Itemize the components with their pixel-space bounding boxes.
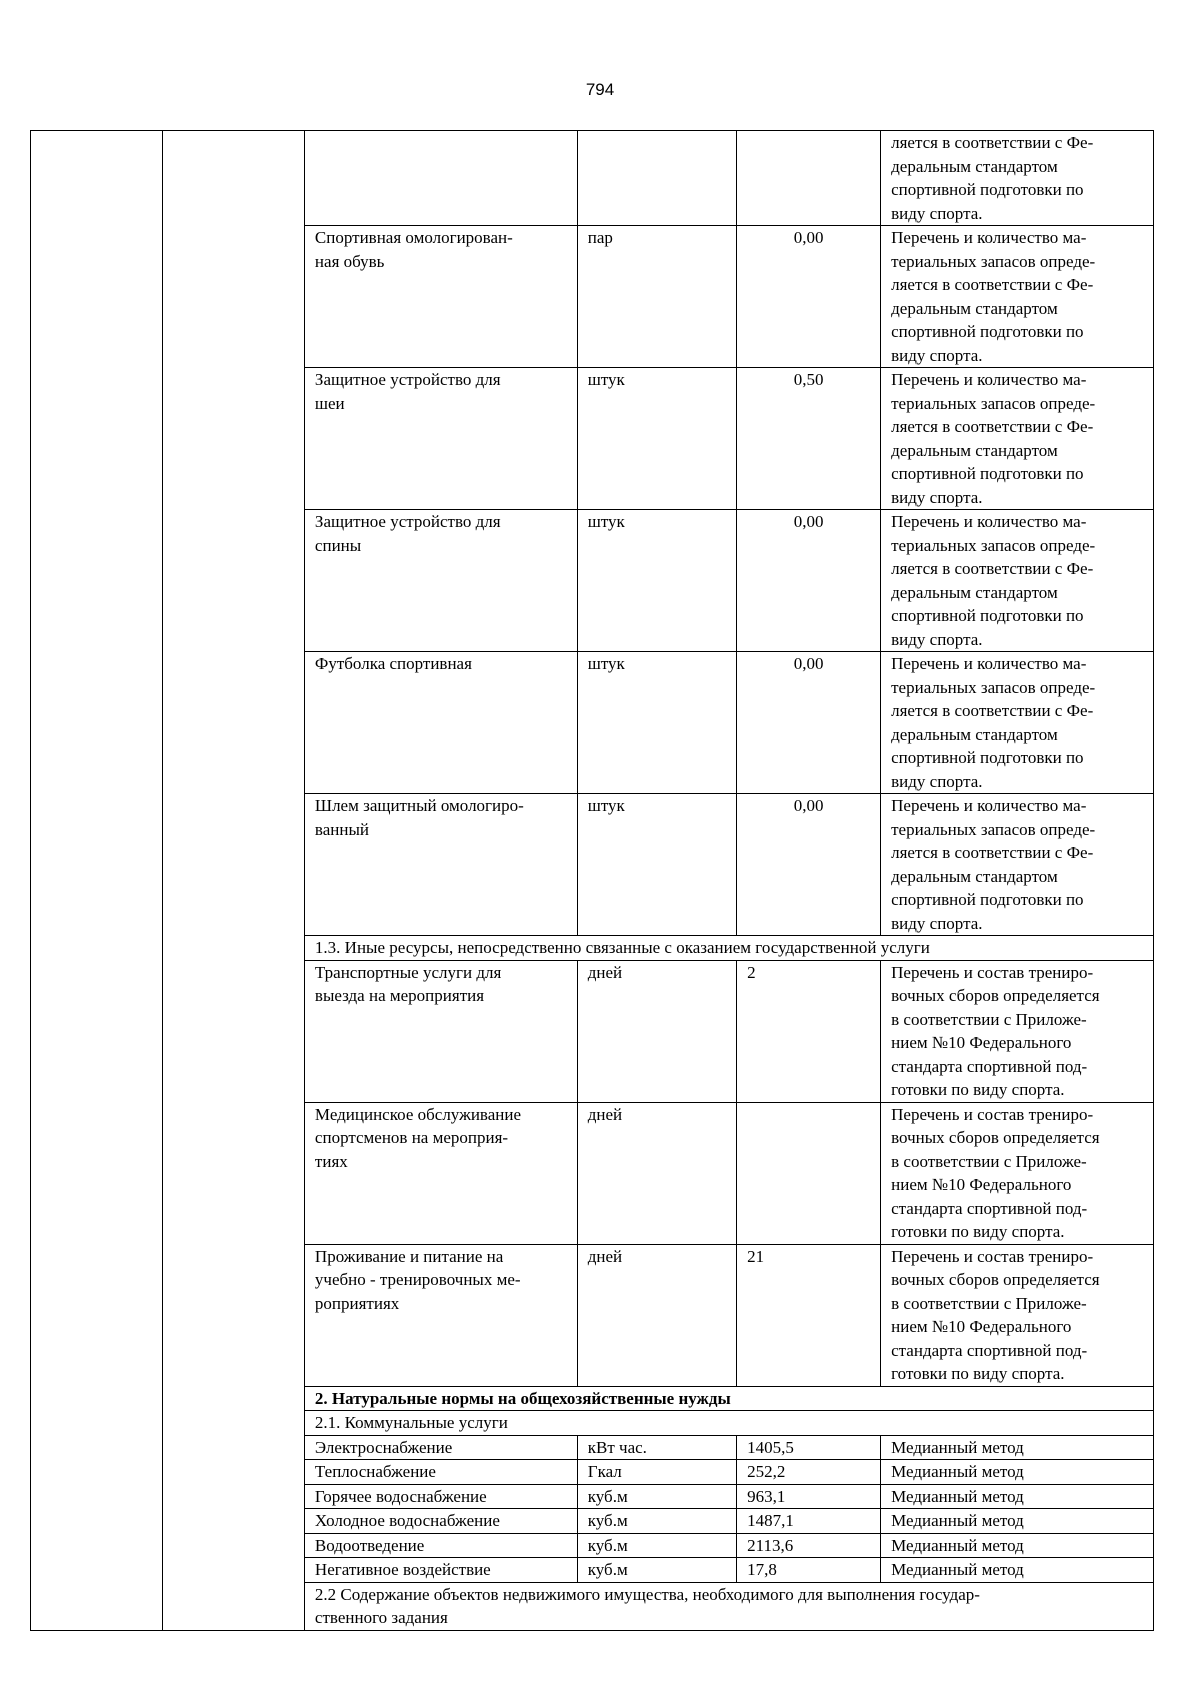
resource-note: Перечень и состав трениро- вочных сборов определяется в соответствии с Приложе- нием №10 Федерального стандарта спортивной под- готовки по виду спорта. xyxy=(881,1244,1154,1386)
utility-name: Водоотведение xyxy=(304,1533,577,1558)
left-empty-column-2 xyxy=(163,131,305,1631)
section-heading-2-2: 2.2 Содержание объектов недвижимого имущества, необходимого для выполнения государ- ственного задания xyxy=(304,1582,1153,1630)
material-name: Футболка спортивная xyxy=(304,652,577,794)
material-value: 0,00 xyxy=(737,652,881,794)
material-name: Защитное устройство для спины xyxy=(304,510,577,652)
material-value: 0,00 xyxy=(737,510,881,652)
resource-name: Проживание и питание на учебно - тренировочных ме- роприятиях xyxy=(304,1244,577,1386)
section-heading-2: 2. Натуральные нормы на общехозяйственные нужды xyxy=(304,1386,1153,1411)
utility-name: Горячее водоснабжение xyxy=(304,1484,577,1509)
material-row xyxy=(31,131,1154,226)
utility-unit: куб.м xyxy=(577,1558,736,1583)
utility-method: Медианный метод xyxy=(881,1435,1154,1460)
utility-unit: куб.м xyxy=(577,1509,736,1534)
material-unit: штук xyxy=(577,652,736,794)
material-name: Шлем защитный омологиро- ванный xyxy=(304,794,577,936)
material-value: 0,00 xyxy=(737,794,881,936)
resource-value xyxy=(737,1102,881,1244)
utility-unit: куб.м xyxy=(577,1484,736,1509)
utility-value: 252,2 xyxy=(737,1460,881,1485)
material-note: Перечень и количество ма- териальных запасов опреде- ляется в соответствии с Фе- деральным стандартом спортивной подготовки по виду спорта. xyxy=(881,368,1154,510)
material-name: Спортивная омологирован- ная обувь xyxy=(304,226,577,368)
material-value: 0,00 xyxy=(737,226,881,368)
resource-unit: дней xyxy=(577,960,736,1102)
section-heading-1-3: 1.3. Иные ресурсы, непосредственно связанные с оказанием государственной услуги xyxy=(304,936,1153,961)
utility-value: 1405,5 xyxy=(737,1435,881,1460)
utility-value: 963,1 xyxy=(737,1484,881,1509)
resource-note: Перечень и состав трениро- вочных сборов определяется в соответствии с Приложе- нием №10 Федерального стандарта спортивной под- готовки по виду спорта. xyxy=(881,1102,1154,1244)
material-unit xyxy=(577,131,736,226)
material-unit: штук xyxy=(577,368,736,510)
norms-table xyxy=(30,130,1154,1631)
resource-name: Транспортные услуги для выезда на мероприятия xyxy=(304,960,577,1102)
utility-value: 1487,1 xyxy=(737,1509,881,1534)
material-unit: штук xyxy=(577,794,736,936)
left-empty-column-1 xyxy=(31,131,163,1631)
utility-name: Негативное воздействие xyxy=(304,1558,577,1583)
material-note: Перечень и количество ма- териальных запасов опреде- ляется в соответствии с Фе- деральным стандартом спортивной подготовки по виду спорта. xyxy=(881,652,1154,794)
resource-unit: дней xyxy=(577,1102,736,1244)
resource-value: 21 xyxy=(737,1244,881,1386)
utility-name: Теплоснабжение xyxy=(304,1460,577,1485)
material-note: Перечень и количество ма- териальных запасов опреде- ляется в соответствии с Фе- деральным стандартом спортивной подготовки по виду спорта. xyxy=(881,510,1154,652)
utility-method: Медианный метод xyxy=(881,1533,1154,1558)
resource-value: 2 xyxy=(737,960,881,1102)
material-unit: штук xyxy=(577,510,736,652)
material-note: Перечень и количество ма- териальных запасов опреде- ляется в соответствии с Фе- деральным стандартом спортивной подготовки по виду спорта. xyxy=(881,226,1154,368)
resource-name: Медицинское обслуживание спортсменов на мероприя- тиях xyxy=(304,1102,577,1244)
utility-unit: куб.м xyxy=(577,1533,736,1558)
utility-unit: Гкал xyxy=(577,1460,736,1485)
material-name xyxy=(304,131,577,226)
utility-value: 17,8 xyxy=(737,1558,881,1583)
section-heading-2-1: 2.1. Коммунальные услуги xyxy=(304,1411,1153,1436)
utility-unit: кВт час. xyxy=(577,1435,736,1460)
utility-method: Медианный метод xyxy=(881,1509,1154,1534)
material-value xyxy=(737,131,881,226)
utility-method: Медианный метод xyxy=(881,1460,1154,1485)
resource-unit: дней xyxy=(577,1244,736,1386)
utility-name: Электроснабжение xyxy=(304,1435,577,1460)
page-number: 794 xyxy=(585,80,615,99)
utility-method: Медианный метод xyxy=(881,1484,1154,1509)
material-note: Перечень и количество ма- териальных запасов опреде- ляется в соответствии с Фе- деральным стандартом спортивной подготовки по виду спорта. xyxy=(881,794,1154,936)
material-unit: пар xyxy=(577,226,736,368)
utility-value: 2113,6 xyxy=(737,1533,881,1558)
utility-method: Медианный метод xyxy=(881,1558,1154,1583)
material-note: ляется в соответствии с Фе- деральным стандартом спортивной подготовки по виду спорта. xyxy=(881,131,1154,226)
material-value: 0,50 xyxy=(737,368,881,510)
utility-name: Холодное водоснабжение xyxy=(304,1509,577,1534)
material-name: Защитное устройство для шеи xyxy=(304,368,577,510)
resource-note: Перечень и состав трениро- вочных сборов определяется в соответствии с Приложе- нием №10 Федерального стандарта спортивной под- готовки по виду спорта. xyxy=(881,960,1154,1102)
